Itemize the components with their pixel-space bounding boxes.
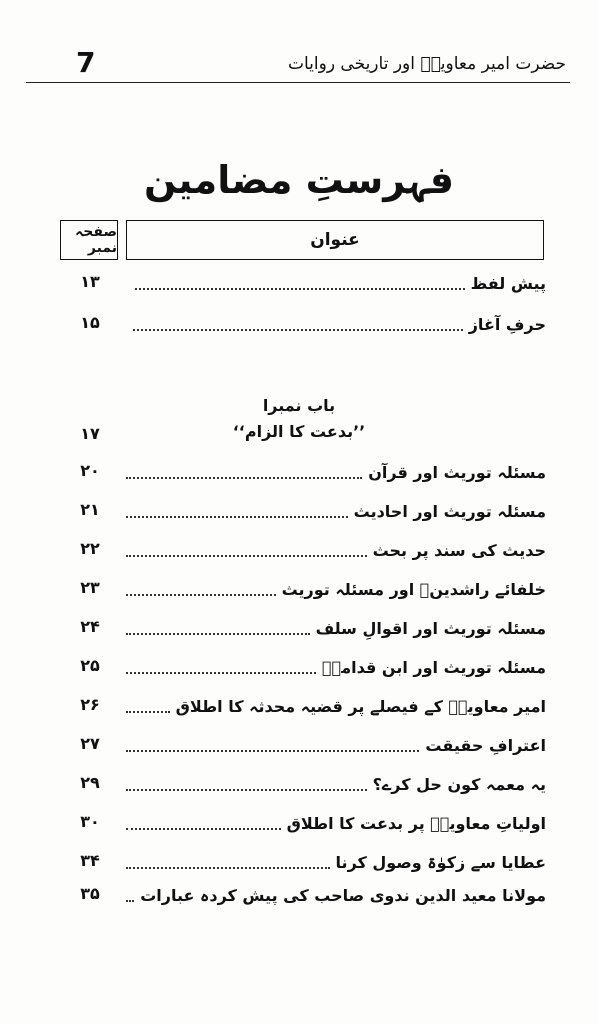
toc-entry-page: ۳۰	[80, 812, 100, 831]
toc-entry-title: مسئلہ توریث اور ابن قدامہؒ	[322, 657, 546, 677]
toc-entry	[120, 693, 546, 719]
leader-dots	[133, 329, 463, 331]
leader-dots	[126, 711, 170, 713]
leader-dots	[126, 750, 419, 752]
toc-entry-title: مولانا معید الدین ندوی صاحب کی پیش کردہ عبارات	[140, 885, 546, 905]
running-title: حضرت امیر معاویہؓ اور تاریخی روایات	[287, 54, 566, 74]
leader-dots	[126, 594, 276, 596]
toc-entry-title: اعترافِ حقیقت	[425, 735, 546, 755]
leader-dots	[126, 672, 316, 674]
toc-entry	[120, 615, 546, 641]
toc-entry-title: پیش لفظ	[470, 273, 546, 293]
leader-dots	[126, 867, 330, 869]
leader-dots	[126, 789, 367, 791]
toc-entry-page: ۳۴	[80, 851, 100, 870]
toc-entry-page: ۲۰	[80, 461, 100, 480]
toc-entry-page: ۲۶	[80, 695, 100, 714]
page-column-header: صفحہ نمبر	[60, 220, 118, 260]
chapter-title: ’’بدعت کا الزام‘‘	[232, 422, 366, 441]
chapter-label: باب نمبرا	[262, 396, 336, 415]
toc-entry-title: خلفائے راشدینؓ اور مسئلہ توریث	[281, 579, 546, 599]
toc-entry-title: عطایا سے زکوٰۃ وصول کرنا	[335, 852, 546, 872]
toc-entry	[120, 498, 546, 524]
toc-entry	[120, 849, 546, 875]
toc-entry	[120, 810, 546, 836]
toc-entry	[120, 459, 546, 485]
toc-entry	[120, 771, 546, 797]
toc-entry-title: یہ معمہ کون حل کرے؟	[372, 774, 546, 794]
toc-entry	[120, 576, 546, 602]
toc-entry-title: حدیث کی سند پر بحث	[372, 540, 546, 560]
subject-column-header: عنوان	[126, 220, 544, 260]
leader-dots	[126, 900, 134, 902]
toc-entry	[120, 270, 546, 296]
toc-entry-page: ۲۵	[80, 656, 100, 675]
toc-entry-page: ۱۵	[80, 313, 100, 332]
leader-dots	[126, 516, 348, 518]
toc-entry	[120, 882, 546, 908]
leader-dots	[126, 477, 362, 479]
header-rule	[26, 82, 570, 83]
toc-entry-page: ۳۵	[80, 884, 100, 903]
toc-entry-title: امیر معاویہؓ کے فیصلے پر قضیہ محدثہ کا اطلاق	[175, 696, 546, 716]
toc-entry-page: ۲۳	[80, 578, 100, 597]
chapter-page: ۱۷	[80, 424, 100, 443]
page-title: فہرستِ مضامین	[143, 158, 455, 202]
toc-entry-title: اولیاتِ معاویہؓ پر بدعت کا اطلاق	[286, 813, 546, 833]
toc-entry	[120, 311, 546, 337]
toc-entry-title: مسئلہ توریث اور اقوالِ سلف	[315, 618, 546, 638]
leader-dots	[126, 828, 281, 830]
toc-entry	[120, 732, 546, 758]
leader-dots	[126, 555, 367, 557]
toc-entry-page: ۱۳	[80, 272, 100, 291]
toc-entry-title: مسئلہ توریث اور قرآن	[368, 462, 546, 482]
leader-dots	[126, 633, 310, 635]
page-number: 7	[76, 46, 96, 79]
toc-entry	[120, 654, 546, 680]
toc-entry-title: حرفِ آغاز	[468, 314, 546, 334]
toc-entry-page: ۲۱	[80, 500, 100, 519]
leader-dots	[135, 288, 465, 290]
toc-entry-title: مسئلہ توریث اور احادیث	[353, 501, 546, 521]
toc-entry-page: ۲۹	[80, 773, 100, 792]
toc-entry	[120, 537, 546, 563]
toc-entry-page: ۲۷	[80, 734, 100, 753]
toc-entry-page: ۲۲	[80, 539, 100, 558]
toc-entry-page: ۲۴	[80, 617, 100, 636]
